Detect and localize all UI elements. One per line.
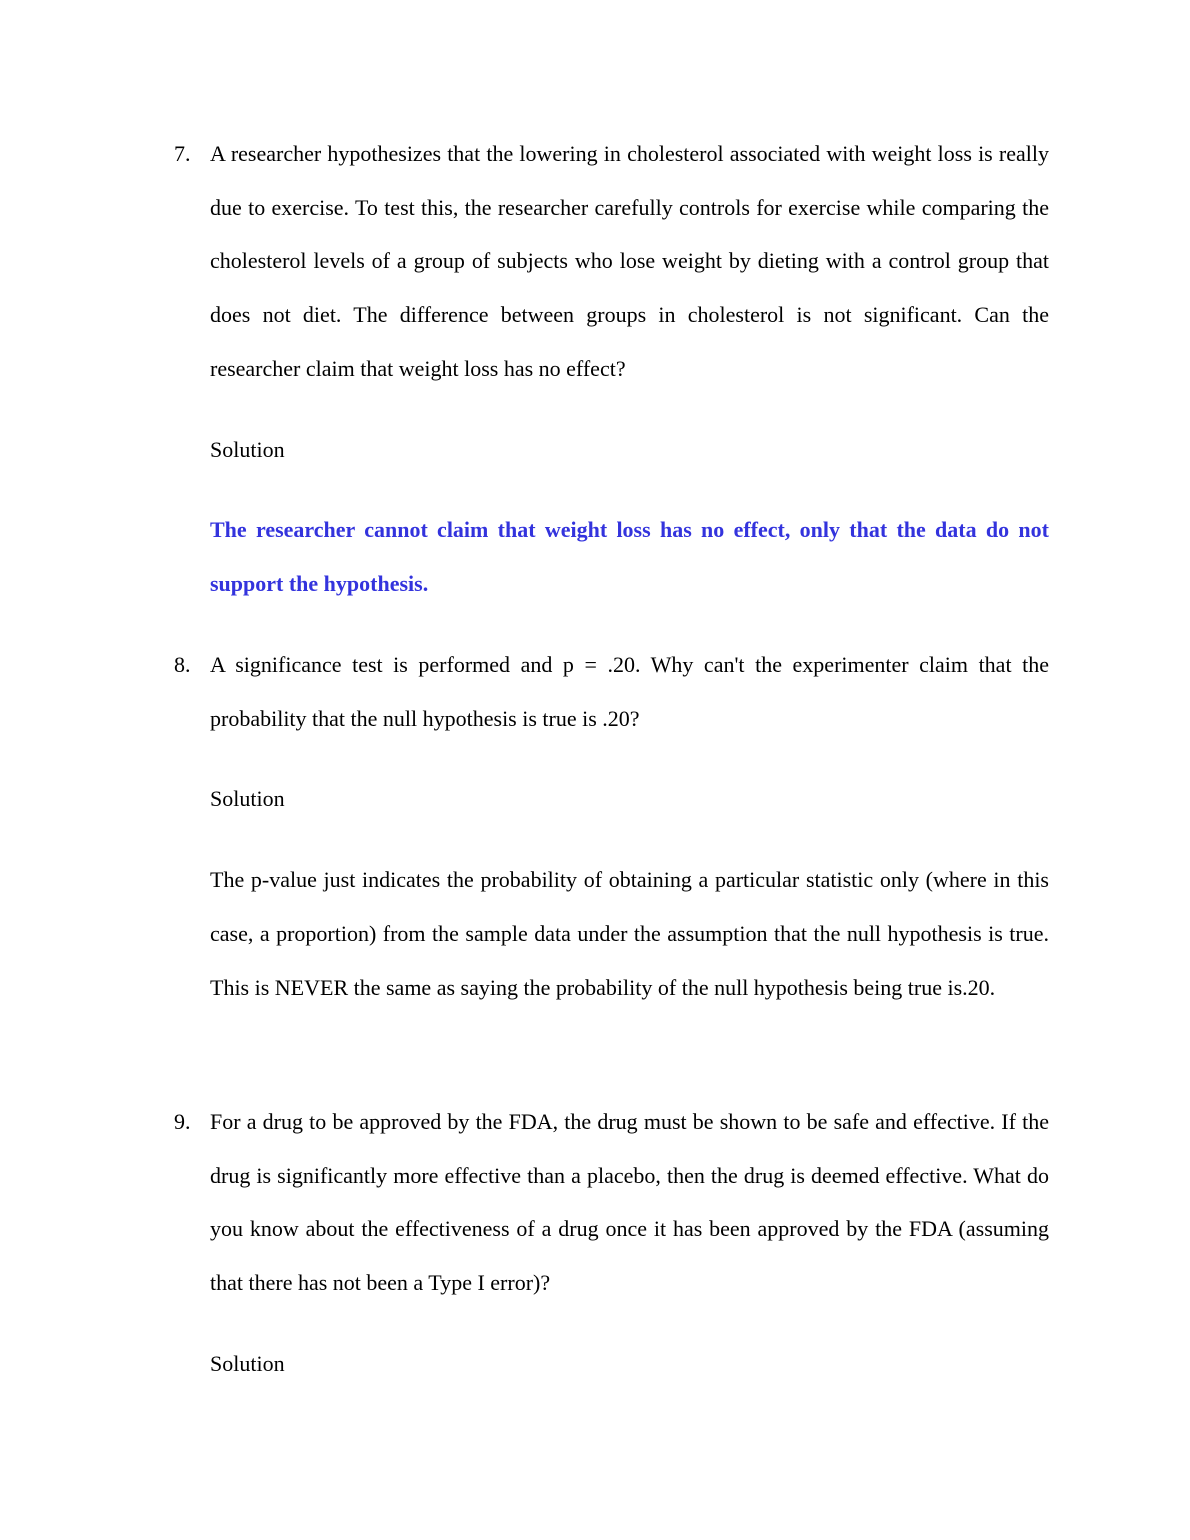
solution-answer-highlighted: The researcher cannot claim that weight loss has no effect, only that the data do not support the hypothesis. [210,517,1049,596]
question-8 [174,638,1049,1014]
question-number: 8. [174,652,191,677]
solution-label: Solution [210,1350,285,1376]
solution-label: Solution [210,436,285,462]
solution-label: Solution [210,786,285,812]
question-7 [174,127,1049,611]
question-text: A significance test is performed and p = .20. Why can't the experimenter claim that the probability that the null hypothesis is true is .20? [210,652,1049,731]
question-number: 7. [174,141,191,166]
question-number: 9. [174,1109,191,1134]
solution-answer: The p-value just indicates the probability of obtaining a particular statistic only (where in this case, a proportion) from the sample data under the assumption that the null hypothesis is true. This is NEVER the same as saying the probability of the null hypothesis being true is.20. [210,867,1049,1000]
question-text: For a drug to be approved by the FDA, the drug must be shown to be safe and effective. If the drug is significantly more effective than a placebo, then the drug is deemed effective. What do you know about the effectiveness of a drug once it has been approved by the FDA (assuming that there has not been a Type I error)? [210,1109,1049,1296]
question-9 [174,1095,1049,1391]
question-text: A researcher hypothesizes that the lowering in cholesterol associated with weight loss is really due to exercise. To test this, the researcher carefully controls for exercise while comparing the cholesterol levels of a group of subjects who lose weight by dieting with a control group that does not diet. The difference between groups in cholesterol is not significant. Can the researcher claim that weight loss has no effect? [210,141,1049,381]
